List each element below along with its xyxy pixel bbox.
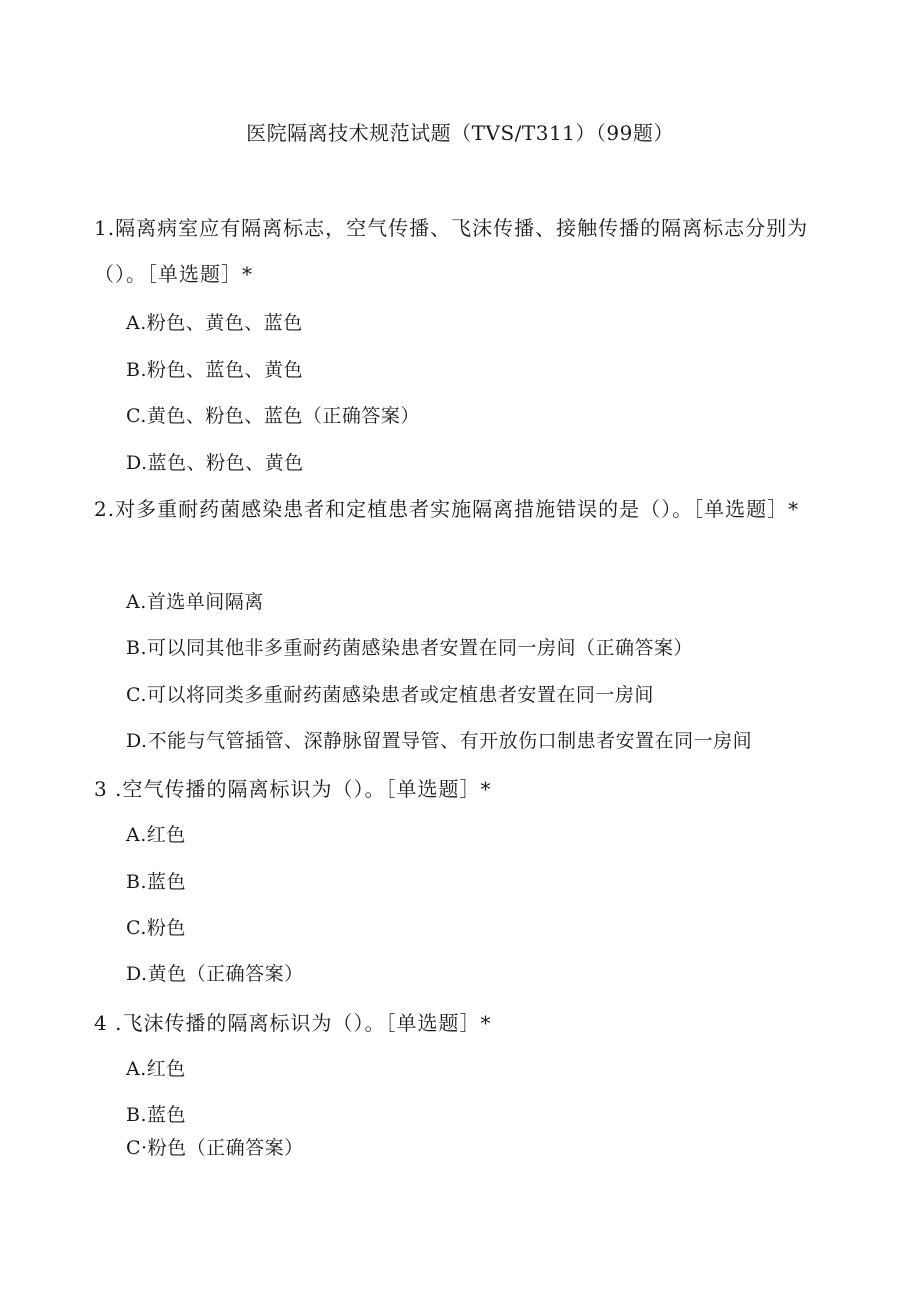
question-2-option-b: B.可以同其他非多重耐药菌感染患者安置在同一房间（正确答案） xyxy=(126,637,694,659)
question-3-option-d: D.黄色（正确答案） xyxy=(126,963,304,985)
question-1-option-c: C.黄色、粉色、蓝色（正确答案） xyxy=(126,405,420,427)
question-4-option-a: A.红色 xyxy=(126,1058,186,1080)
question-2-option-c: C.可以将同类多重耐药菌感染患者或定植患者安置在同一房间 xyxy=(126,684,654,706)
document-title: 医院隔离技术规范试题（TVS/T311）（99题） xyxy=(246,121,674,145)
question-3-option-a: A.红色 xyxy=(126,824,186,846)
question-2-text: 2.对多重耐药菌感染患者和定植患者实施隔离措施错误的是（）。［单选题］* xyxy=(94,497,800,521)
question-4-option-b: B.蓝色 xyxy=(126,1104,187,1126)
question-1-text: 1.隔离病室应有隔离标志，空气传播、飞沫传播、接触传播的隔离标志分别为（）。［单选题］* xyxy=(94,216,809,286)
question-4-option-c: C·粉色（正确答案） xyxy=(126,1137,304,1159)
question-2-option-a: A.首选单间隔离 xyxy=(126,591,264,613)
question-2-option-d: D.不能与气管插管、深静脉留置导管、有开放伤口制患者安置在同一房间 xyxy=(126,730,753,752)
question-3-option-b: B.蓝色 xyxy=(126,871,187,893)
question-3-text: 3 .空气传播的隔离标识为（）。［单选题］* xyxy=(94,777,492,801)
question-1-option-b: B.粉色、蓝色、黄色 xyxy=(126,359,304,381)
question-4-text: 4 .飞沫传播的隔离标识为（）。［单选题］* xyxy=(94,1011,492,1035)
question-1-option-d: D.蓝色、粉色、黄色 xyxy=(126,452,304,474)
question-1-option-a: A.粉色、黄色、蓝色 xyxy=(126,312,303,334)
question-3-option-c: C.粉色 xyxy=(126,917,186,939)
